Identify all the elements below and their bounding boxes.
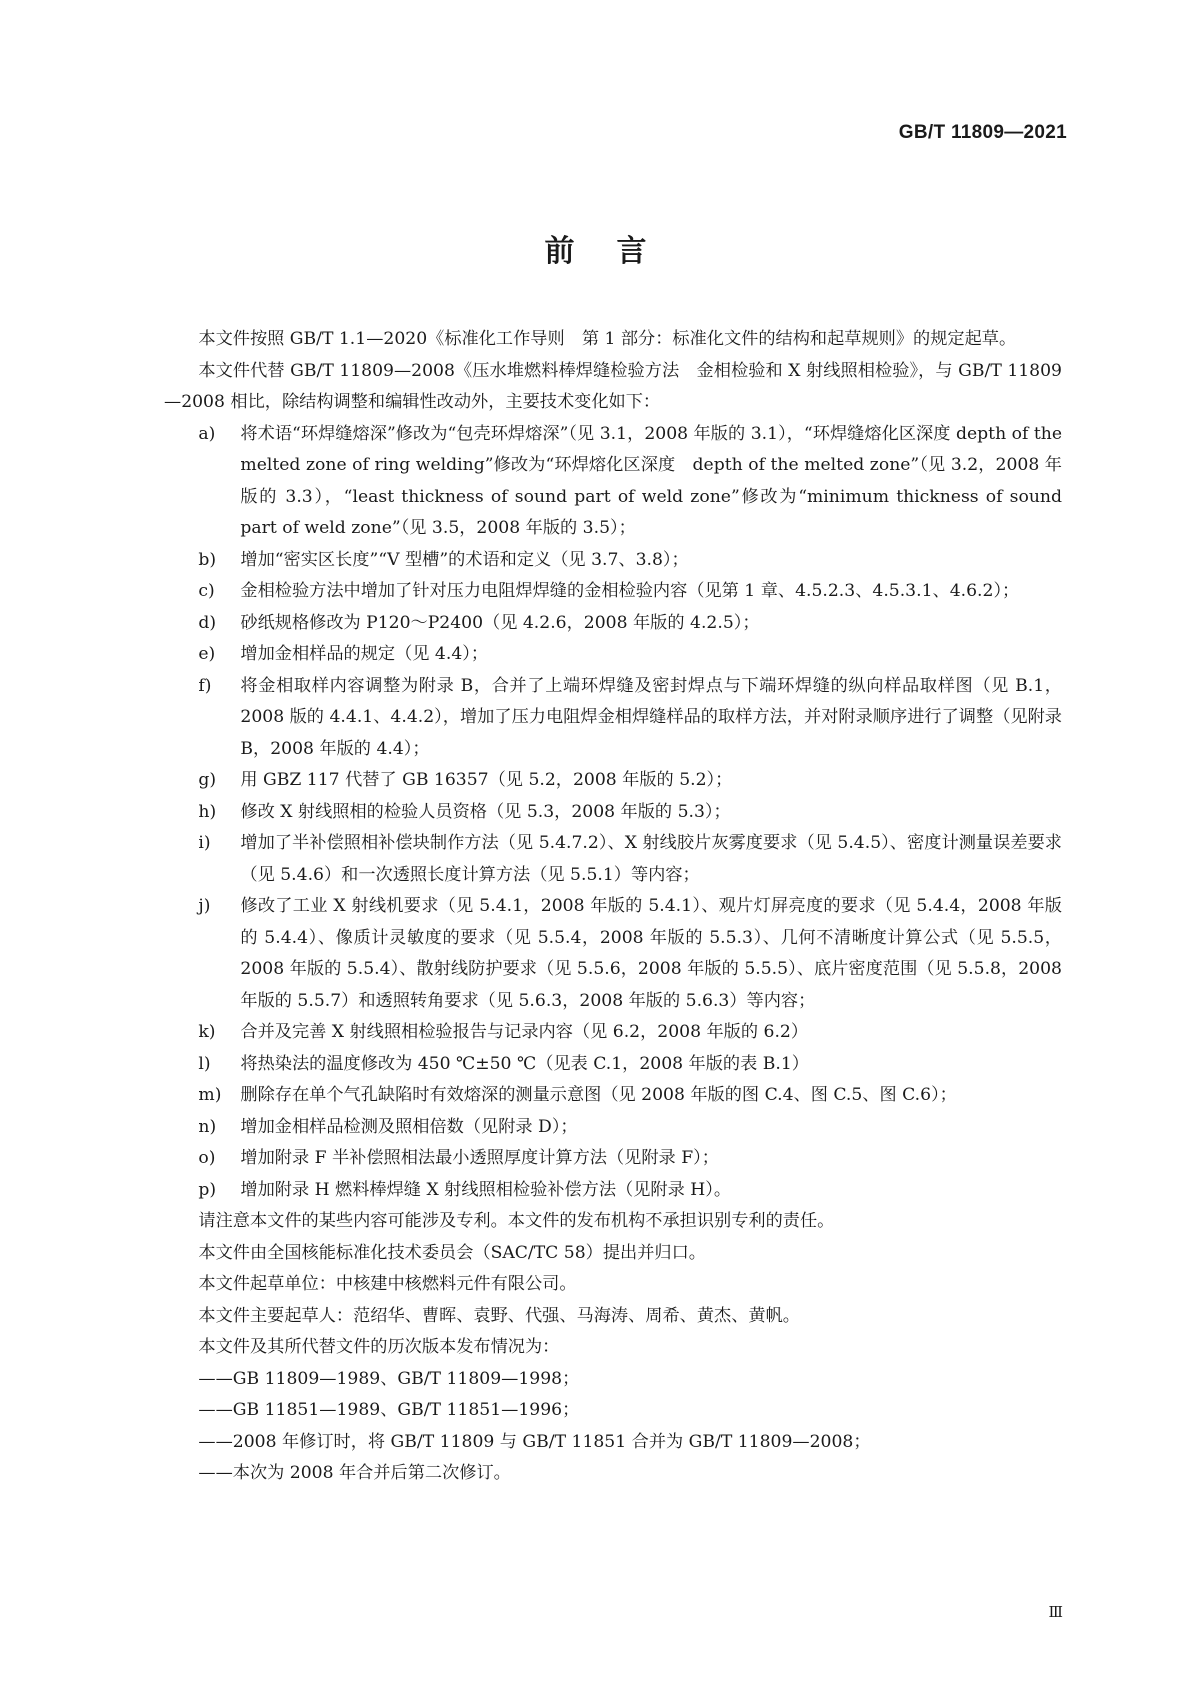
list-item-text: 删除存在单个气孔缺陷时有效熔深的测量示意图（见 2008 年版的图 C.4、图 C.5、图 C.6）； xyxy=(240,1085,957,1105)
list-item xyxy=(164,891,1062,1017)
list-marker: d) xyxy=(198,612,217,633)
list-marker: h) xyxy=(198,801,217,822)
patent-note: 请注意本文件的某些内容可能涉及专利。本文件的发布机构不承担识别专利的责任。 xyxy=(198,1211,835,1231)
list-item xyxy=(164,797,1062,829)
list-item xyxy=(164,545,1062,577)
list-item-text: 增加“密实区长度”“V 型槽”的术语和定义（见 3.7、3.8）； xyxy=(240,549,689,570)
list-item xyxy=(164,1175,1062,1207)
list-item xyxy=(164,1143,1062,1175)
foreword-body xyxy=(164,324,1062,1490)
list-marker: c) xyxy=(198,581,215,601)
list-item-text: 砂纸规格修改为 P120～P2400（见 4.2.6，2008 年版的 4.2.5）； xyxy=(240,612,760,633)
list-item xyxy=(164,828,1062,891)
drafters: 本文件主要起草人：范绍华、曹晖、袁野、代强、马海涛、周希、黄杰、黄帆。 xyxy=(198,1305,800,1326)
changes-list xyxy=(164,419,1062,1207)
page-title: 前言 xyxy=(544,234,689,269)
history-item: ——本次为 2008 年合并后第二次修订。 xyxy=(198,1463,511,1483)
list-marker: g) xyxy=(198,770,217,790)
paragraph: 本文件代替 GB/T 11809—2008《压水堆燃料棒焊缝检验方法 金相检验和 X 射线照相检验》，与 GB/T 11809—2008 相比，除结构调整和编辑性改动外，主要技术变化如下： xyxy=(164,360,1062,412)
list-item-text: 将金相取样内容调整为附录 B，合并了上端环焊缝及密封焊点与下端环焊缝的纵向样品取样图（见 B.1，2008 版的 4.4.1、4.4.2），增加了压力电阻焊金相焊缝样品的取样方法，并对附录顺序进行了调整（见附录 B，2008 年版的 4.4）； xyxy=(240,675,1062,759)
list-item xyxy=(164,639,1062,671)
list-item-text: 将术语“环焊缝熔深”修改为“包壳环焊熔深”（见 3.1，2008 年版的 3.1），“环焊缝熔化区深度 depth of the melted zone of ring welding”修改为“环焊熔化区深度 depth of the melted zone”（见 3.2，2008 年版的 3.3），“least thickness of sound part of weld zone”修改为“minimum thickness of sound part of weld zone”（见 3.5，2008 年版的 3.5）； xyxy=(240,423,1062,538)
list-item xyxy=(164,1017,1062,1049)
list-item-text: 增加金相样品的规定（见 4.4）； xyxy=(240,644,489,664)
list-item xyxy=(164,671,1062,766)
list-item-text: 用 GBZ 117 代替了 GB 16357（见 5.2，2008 年版的 5.2）； xyxy=(240,770,733,790)
drafting-unit: 本文件起草单位：中核建中核燃料元件有限公司。 xyxy=(198,1274,577,1294)
list-item xyxy=(164,576,1062,608)
standard-number: GB/T 11809—2021 xyxy=(898,122,1067,143)
list-marker: b) xyxy=(198,549,217,570)
list-marker: j) xyxy=(198,896,211,916)
page-number: Ⅲ xyxy=(1048,1603,1063,1621)
list-item-text: 金相检验方法中增加了针对压力电阻焊焊缝的金相检验内容（见第 1 章、4.5.2.3、4.5.3.1、4.6.2）； xyxy=(240,581,1020,601)
list-marker: m) xyxy=(198,1085,222,1105)
list-marker: f) xyxy=(198,675,212,696)
list-marker: o) xyxy=(198,1148,216,1168)
list-item-text: 修改了工业 X 射线机要求（见 5.4.1，2008 年版的 5.4.1）、观片灯屏亮度的要求（见 5.4.4，2008 年版的 5.4.4）、像质计灵敏度的要求（见 5.5.4，2008 年版的 5.5.3）、几何不清晰度计算公式（见 5.5.5，2008 年版的 5.5.4）、散射线防护要求（见 5.5.6，2008 年版的 5.5.5）、底片密度范围（见 5.5.8，2008 年版的 5.5.7）和透照转角要求（见 5.6.3，2008 年版的 5.6.3）等内容； xyxy=(240,896,1062,1011)
list-item xyxy=(164,1080,1062,1112)
list-marker: p) xyxy=(198,1179,217,1200)
history-intro: 本文件及其所代替文件的历次版本发布情况为： xyxy=(198,1337,560,1357)
list-item xyxy=(164,419,1062,545)
list-item-text: 增加附录 F 半补偿照相法最小透照厚度计算方法（见附录 F）； xyxy=(240,1148,719,1168)
list-item-text: 增加金相样品检测及照相倍数（见附录 D）； xyxy=(240,1116,578,1137)
list-item-text: 增加附录 H 燃料棒焊缝 X 射线照相检验补偿方法（见附录 H）。 xyxy=(240,1179,732,1200)
list-marker: k) xyxy=(198,1022,216,1042)
list-item xyxy=(164,1049,1062,1081)
list-marker: e) xyxy=(198,644,216,664)
history-item: ——GB 11851—1989、GB/T 11851—1996； xyxy=(198,1400,580,1420)
paragraph: 本文件按照 GB/T 1.1—2020《标准化工作导则 第 1 部分：标准化文件的结构和起草规则》的规定起草。 xyxy=(198,329,1017,349)
history-item: ——2008 年修订时，将 GB/T 11809 与 GB/T 11851 合并为 GB/T 11809—2008； xyxy=(198,1431,871,1452)
list-item xyxy=(164,765,1062,797)
list-item xyxy=(164,1112,1062,1144)
list-marker: i) xyxy=(198,833,211,853)
list-item-text: 合并及完善 X 射线照相检验报告与记录内容（见 6.2，2008 年版的 6.2） xyxy=(240,1022,809,1042)
list-item-text: 增加了半补偿照相补偿块制作方法（见 5.4.7.2）、X 射线胶片灰雾度要求（见 5.4.5）、密度计测量误差要求（见 5.4.6）和一次透照长度计算方法（见 5.5.1）等内容； xyxy=(240,833,1062,885)
list-item-text: 修改 X 射线照相的检验人员资格（见 5.3，2008 年版的 5.3）； xyxy=(240,801,731,822)
list-item-text: 将热染法的温度修改为 450 ℃±50 ℃（见表 C.1，2008 年版的表 B.1） xyxy=(240,1053,809,1074)
list-marker: n) xyxy=(198,1116,217,1137)
list-marker: l) xyxy=(198,1053,211,1074)
list-item xyxy=(164,608,1062,640)
committee-note: 本文件由全国核能标准化技术委员会（SAC/TC 58）提出并归口。 xyxy=(198,1242,706,1263)
history-item: ——GB 11809—1989、GB/T 11809—1998； xyxy=(198,1368,580,1389)
list-marker: a) xyxy=(198,423,216,444)
